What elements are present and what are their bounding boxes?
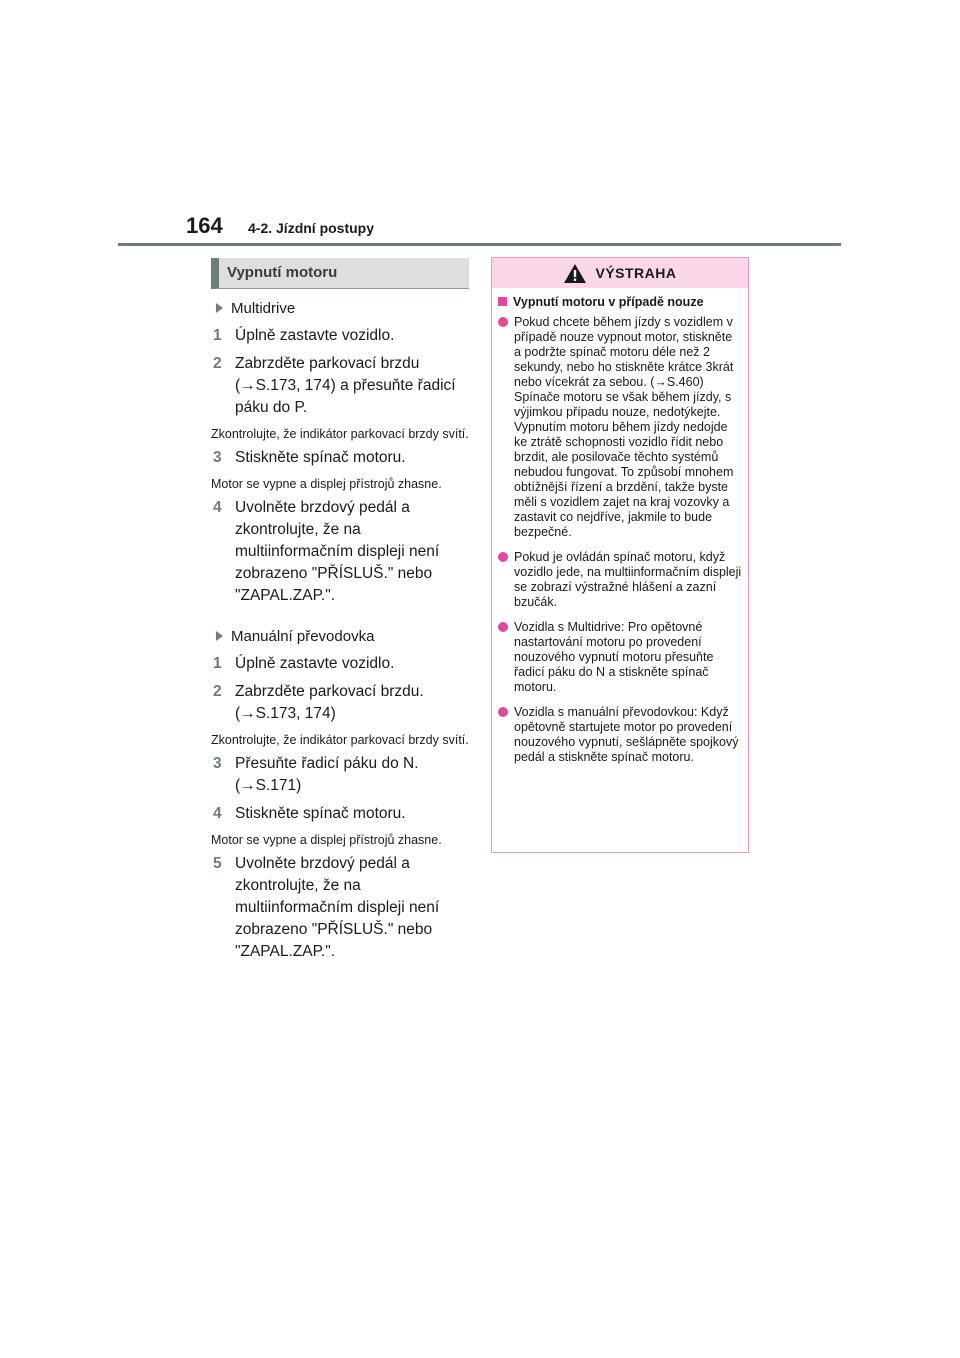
step-text: Přesuňte řadicí páku do N. (→S.171) xyxy=(235,755,419,794)
dot-bullet-icon xyxy=(498,622,508,632)
multidrive-procedure xyxy=(211,299,469,607)
left-column xyxy=(211,258,469,963)
page-number: 164 xyxy=(186,213,223,238)
step-number: 2 xyxy=(213,355,222,372)
warning-bullet xyxy=(498,620,742,695)
warning-bullet xyxy=(498,705,742,765)
step-number: 4 xyxy=(213,805,222,822)
step-note: Zkontrolujte, že indikátor parkovací brzdy svítí. xyxy=(211,427,469,441)
bullet-text: Pokud je ovládán spínač motoru, když vozidlo jede, na multiinformačním displeji se zobrazí výstražné hlášení a zazní bzučák. xyxy=(514,550,742,609)
step-text: Stiskněte spínač motoru. xyxy=(235,449,406,466)
step xyxy=(211,447,469,469)
step-number: 1 xyxy=(213,327,222,344)
step-number: 1 xyxy=(213,655,222,672)
step-note: Motor se vypne a displej přístrojů zhasne. xyxy=(211,477,442,491)
step xyxy=(211,753,469,797)
triangle-bullet-icon xyxy=(216,303,223,313)
step-text: Uvolněte brzdový pedál a zkontrolujte, že na multiinformačním displeji není zobrazeno "PŘÍSLUŠ." nebo "ZAPAL.ZAP.". xyxy=(235,855,440,960)
step-text: Stiskněte spínač motoru. xyxy=(235,805,406,822)
bullet-text: Vozidla s Multidrive: Pro opětovné nastartování motoru po provedení nouzového vypnutí motoru přesuňte řadicí páku do N a stiskněte spínač motoru. xyxy=(514,620,714,694)
step-note: Zkontrolujte, že indikátor parkovací brzdy svítí. xyxy=(211,733,469,747)
subsection-title: Manuální převodovka xyxy=(231,628,375,645)
step-text: Zabrzděte parkovací brzdu. (→S.173, 174) xyxy=(235,683,424,722)
warning-bullet xyxy=(498,550,742,610)
step xyxy=(211,653,469,675)
bullet-text: Vozidla s manuální převodovkou: Když opětovně startujete motor po provedení nouzového vypnutí, sešlápněte spojkový pedál a stiskněte spínač motoru. xyxy=(514,705,739,764)
step-number: 3 xyxy=(213,755,222,772)
dot-bullet-icon xyxy=(498,317,508,327)
triangle-bullet-icon xyxy=(216,631,223,641)
square-bullet-icon xyxy=(498,297,507,306)
warning-subtitle xyxy=(498,294,742,310)
bullet-text: Pokud chcete během jízdy s vozidlem v případě nouze vypnout motor, stiskněte a podržte spínač motoru déle než 2 sekundy, nebo ho stiskněte krátce 3krát nebo vícekrát za sebou. (→S.460) Spínače motoru se však během jízdy, s výjimkou případu nouze, nedotýkejte. Vypnutím motoru během jízdy nedojde ke ztrátě schopnosti vozidlo řídit nebo brzdit, ale posilovače těchto systémů nebudou fungovat. To způsobí mnohem obtížnější řízení a brzdění, takže byste měli s vozidlem zajet na kraj vozovky a zastavit co nejdříve, jakmile to bude bezpečné. xyxy=(514,315,734,539)
warning-bullet xyxy=(498,315,742,540)
subsection-title: Multidrive xyxy=(231,300,296,317)
subsection-multidrive xyxy=(211,299,469,319)
header-rule xyxy=(118,243,841,246)
dot-bullet-icon xyxy=(498,552,508,562)
step xyxy=(211,497,469,607)
manual-procedure xyxy=(211,627,469,963)
step xyxy=(211,803,469,825)
subsection-manual xyxy=(211,627,469,647)
step xyxy=(211,681,469,725)
warning-header xyxy=(492,258,748,288)
step-number: 4 xyxy=(213,499,222,516)
section-heading: Vypnutí motoru xyxy=(211,258,469,289)
warning-subtitle-text: Vypnutí motoru v případě nouze xyxy=(513,295,704,309)
step-number: 3 xyxy=(213,449,222,466)
warning-title: VÝSTRAHA xyxy=(595,265,677,281)
step-text: Úplně zastavte vozidlo. xyxy=(235,327,395,344)
step-text: Zabrzděte parkovací brzdu (→S.173, 174) a přesuňte řadicí páku do P. xyxy=(235,355,456,416)
warning-triangle-icon xyxy=(563,263,587,284)
section-title: 4-2. Jízdní postupy xyxy=(248,220,375,236)
step-number: 2 xyxy=(213,683,222,700)
step xyxy=(211,353,469,419)
warning-body xyxy=(492,288,748,765)
step-note: Motor se vypne a displej přístrojů zhasne. xyxy=(211,833,442,847)
step-text: Uvolněte brzdový pedál a zkontrolujte, že na multiinformačním displeji není zobrazeno "PŘÍSLUŠ." nebo "ZAPAL.ZAP.". xyxy=(235,499,440,604)
step-text: Úplně zastavte vozidlo. xyxy=(235,655,395,672)
dot-bullet-icon xyxy=(498,707,508,717)
step-number: 5 xyxy=(213,855,222,872)
step xyxy=(211,325,469,347)
warning-box xyxy=(491,257,749,853)
step xyxy=(211,853,469,963)
